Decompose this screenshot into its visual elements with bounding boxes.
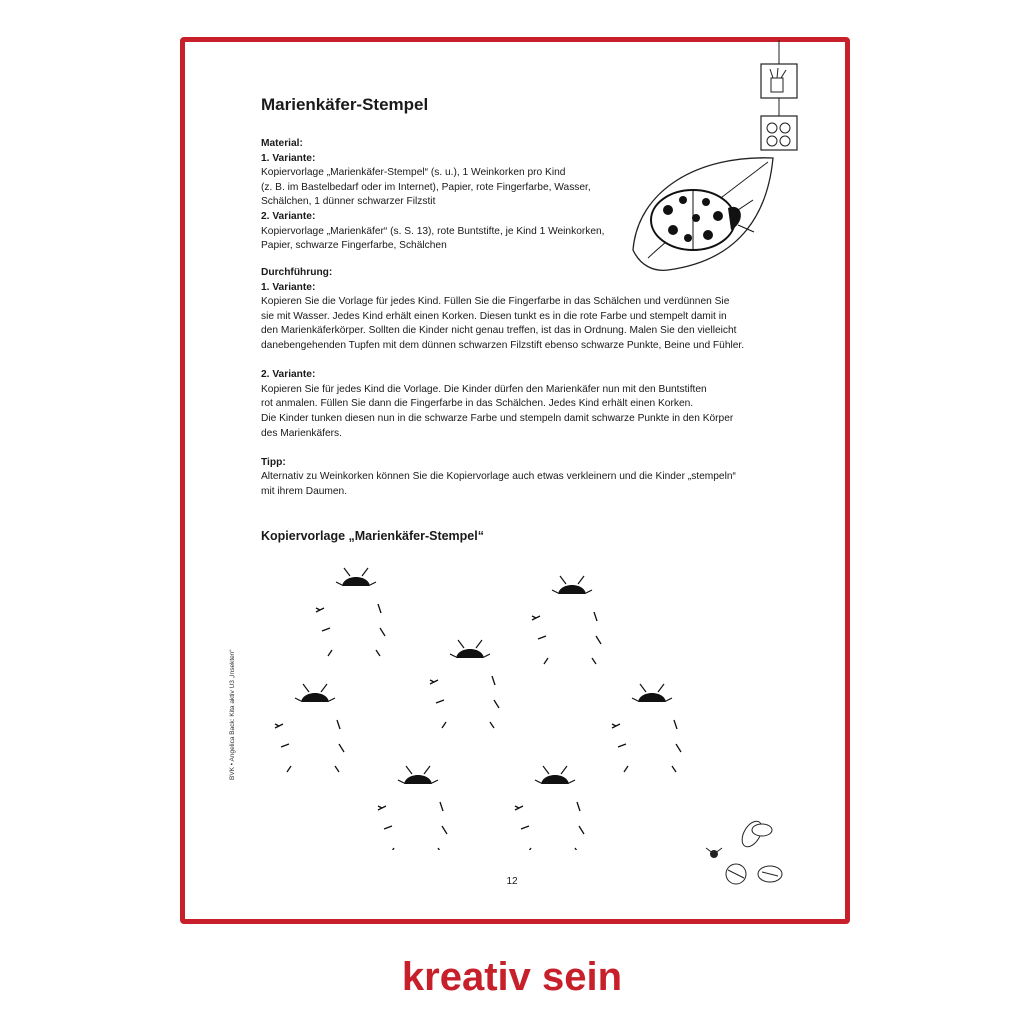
tip-line: mit ihrem Daumen. xyxy=(261,485,348,497)
procedure-variant2-line: Die Kinder tunken diesen nun in die schwarze Farbe und stempeln damit schwarze Punkte in den Körper xyxy=(261,412,734,424)
page-title: Marienkäfer-Stempel xyxy=(261,95,429,114)
material-variant1-line: Schälchen, 1 dünner schwarzer Filzstit xyxy=(261,196,436,208)
material-variant1-heading: 1. Variante: xyxy=(261,152,316,164)
procedure-heading: Durchführung: xyxy=(261,267,333,278)
spacer xyxy=(261,354,744,369)
ladybug-illustration xyxy=(628,150,778,275)
procedure-variant1-line: Kopieren Sie die Vorlage für jedes Kind. Füllen Sie die Fingerfarbe in das Schälchen und verdünnen Sie xyxy=(261,296,730,308)
material-variant2-line: Kopiervorlage „Marienkäfer“ (s. S. 13), rote Buntstifte, je Kind 1 Weinkorken, xyxy=(261,225,605,237)
procedure-variant1-line: danebengehenden Tupfen mit dem dünnen schwarzen Filzstift ebenso schwarze Punkte, Beine und Fühler. xyxy=(261,339,745,351)
procedure-section xyxy=(261,266,744,500)
material-heading: Material: xyxy=(261,138,303,149)
procedure-variant1-heading: 1. Variante: xyxy=(261,281,316,293)
spacer xyxy=(261,441,744,456)
material-section xyxy=(261,137,605,254)
page-number: 12 xyxy=(506,876,518,887)
material-variant2-line: Papier, schwarze Fingerfarbe, Schälchen xyxy=(261,240,447,252)
procedure-variant2-line: rot anmalen. Füllen Sie dann die Fingerfarbe in das Schälchen. Jedes Kind erhält einen Korken. xyxy=(261,398,694,410)
procedure-variant2-line: des Marienkäfers. xyxy=(261,427,342,439)
side-credit: BVK • Angelica Back: Kita aktiv U3 „Insekten“ xyxy=(229,649,236,780)
tip-heading: Tipp: xyxy=(261,456,286,468)
material-variant2-heading: 2. Variante: xyxy=(261,210,316,222)
procedure-variant2-line: Kopieren Sie für jedes Kind die Vorlage. Die Kinder dürfen den Marienkäfer nun mit den Buntstiften xyxy=(261,383,707,395)
stamp-template-grid xyxy=(260,560,710,850)
template-heading: Kopiervorlage „Marienkäfer-Stempel“ xyxy=(261,529,484,543)
material-variant1-line: Kopiervorlage „Marienkäfer-Stempel“ (s. u.), 1 Weinkorken pro Kind xyxy=(261,167,566,179)
procedure-variant2-heading: 2. Variante: xyxy=(261,369,316,381)
tip-line: Alternativ zu Weinkorken können Sie die Kopiervorlage auch etwas verkleinern und die Kinder „stempeln“ xyxy=(261,471,736,483)
material-variant1-line: (z. B. im Bastelbedarf oder im Internet), Papier, rote Fingerfarbe, Wasser, xyxy=(261,181,591,193)
insects-illustration xyxy=(700,812,790,897)
procedure-variant1-line: den Marienkäferkörper. Sollten die Kinder nicht genau treffen, ist das in Ordnung. Malen Sie den vielleicht xyxy=(261,325,737,337)
craft-supplies-icon xyxy=(755,40,801,152)
footer-tagline: kreativ sein xyxy=(401,955,623,999)
procedure-variant1-line: sie mit Wasser. Jedes Kind erhält einen Korken. Diesen tunkt es in die rote Farbe und stempelt damit in xyxy=(261,310,727,322)
